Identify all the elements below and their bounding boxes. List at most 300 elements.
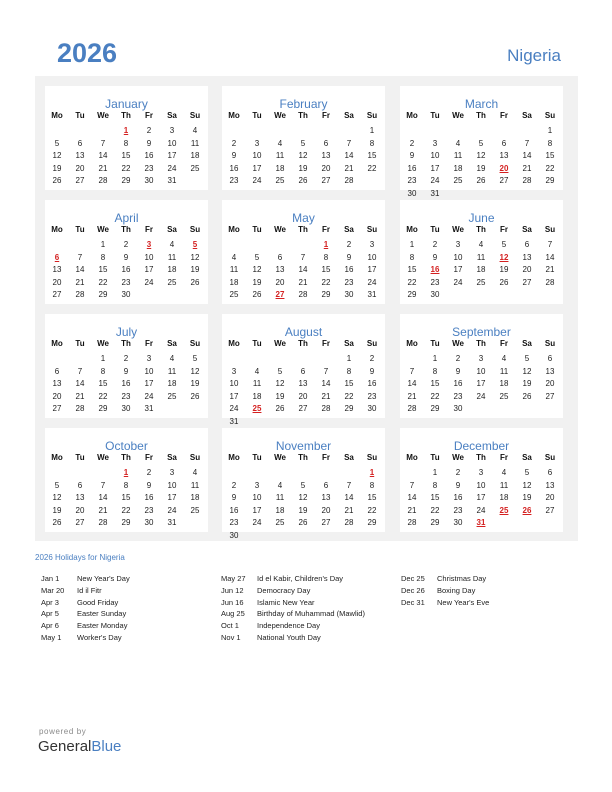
day: 24 (453, 277, 463, 287)
day: 26 (522, 391, 532, 401)
day: 25 (453, 176, 463, 185)
weekday-label: Fr (322, 339, 330, 348)
day: 21 (407, 505, 417, 515)
weekday-label: Su (189, 453, 201, 462)
day: 27 (321, 518, 331, 527)
day: 23 (407, 176, 417, 185)
month-1 (222, 86, 385, 190)
holiday-name: Easter Sunday (77, 609, 127, 619)
month-11 (400, 428, 563, 532)
day: 16 (121, 379, 131, 388)
day: 23 (430, 277, 440, 287)
holiday-day: 1 (123, 468, 129, 477)
day: 25 (499, 391, 509, 401)
day: 30 (453, 404, 463, 413)
day: 8 (100, 252, 106, 262)
weekday-label: Mo (51, 225, 63, 234)
weekday-label: Sa (522, 453, 532, 462)
day: 1 (432, 354, 438, 363)
weekday-label: Mo (228, 111, 240, 120)
day: 3 (254, 138, 260, 148)
weekday-label: Tu (75, 339, 85, 348)
day: 29 (367, 518, 377, 527)
day: 17 (476, 379, 486, 388)
day: 15 (407, 265, 417, 274)
day: 2 (346, 240, 352, 249)
day: 17 (476, 493, 486, 502)
day: 1 (409, 240, 415, 249)
day: 24 (252, 518, 262, 527)
day: 11 (499, 480, 509, 490)
holiday-day: 25 (252, 404, 262, 413)
day: 20 (298, 391, 308, 401)
holiday-date: Nov 1 (221, 632, 241, 642)
day: 26 (190, 277, 200, 287)
day: 6 (501, 138, 507, 148)
weekday-label: Mo (406, 111, 418, 120)
day: 4 (501, 468, 507, 477)
month-0 (45, 86, 208, 190)
day: 27 (499, 176, 509, 185)
weekday-label: Fr (500, 111, 508, 120)
day: 27 (75, 518, 85, 527)
holiday-day: 26 (522, 505, 532, 515)
day: 9 (231, 151, 237, 160)
month-name: March (464, 97, 499, 111)
day: 13 (75, 493, 85, 502)
day: 5 (524, 468, 530, 477)
day: 22 (344, 391, 354, 401)
day: 10 (252, 493, 262, 502)
weekday-label: Su (189, 225, 201, 234)
weekday-label: Mo (51, 453, 63, 462)
weekday-label: Sa (344, 225, 354, 234)
day: 16 (367, 379, 377, 388)
day: 30 (367, 404, 377, 413)
day: 18 (229, 277, 239, 287)
weekday-label: Mo (51, 111, 63, 120)
holiday-date: May 27 (221, 574, 246, 583)
weekday-label: Mo (51, 339, 63, 348)
day: 15 (344, 379, 354, 388)
day: 21 (545, 265, 555, 274)
day: 13 (52, 265, 62, 274)
day: 21 (298, 277, 308, 287)
day: 26 (298, 176, 308, 185)
weekday-label: Tu (430, 111, 440, 120)
month-name: February (279, 97, 328, 111)
day: 24 (167, 505, 177, 515)
day: 24 (144, 391, 154, 401)
day: 28 (407, 404, 417, 413)
day: 4 (277, 480, 283, 490)
weekday-label: Tu (252, 225, 262, 234)
day: 13 (499, 151, 509, 160)
day: 9 (369, 366, 375, 376)
holiday-date: Mar 20 (41, 585, 65, 595)
day: 15 (121, 151, 131, 160)
day: 10 (252, 151, 262, 160)
day: 19 (252, 277, 262, 287)
weekday-label: Mo (406, 453, 418, 462)
weekday-label: Th (476, 339, 486, 348)
weekday-label: Fr (145, 453, 153, 462)
day: 11 (275, 493, 285, 502)
day: 2 (231, 138, 237, 148)
weekday-label: Tu (75, 453, 85, 462)
day: 5 (501, 240, 507, 249)
weekday-label: Tu (430, 339, 440, 348)
day: 12 (52, 493, 62, 502)
day: 6 (524, 240, 530, 249)
day: 20 (522, 265, 532, 274)
day: 9 (123, 252, 129, 262)
day: 24 (367, 277, 377, 287)
day: 1 (369, 126, 375, 135)
weekday-label: Th (298, 111, 308, 120)
day: 10 (367, 252, 377, 262)
day: 17 (167, 493, 177, 502)
day: 15 (367, 493, 377, 502)
day: 23 (121, 277, 131, 287)
day: 10 (430, 151, 440, 160)
holiday-day: 12 (499, 252, 509, 262)
holiday-date: Dec 31 (401, 597, 425, 607)
day: 1 (547, 126, 553, 135)
day: 4 (192, 468, 198, 477)
weekday-label: Sa (167, 111, 177, 120)
day: 13 (321, 151, 331, 160)
day: 2 (146, 468, 152, 477)
day: 1 (100, 354, 106, 363)
day: 10 (144, 366, 154, 376)
day: 4 (455, 138, 461, 148)
day: 28 (344, 518, 354, 527)
weekday-label: Th (476, 111, 486, 120)
day: 13 (545, 366, 555, 376)
holiday-name: Worker's Day (77, 632, 122, 642)
day: 9 (123, 366, 129, 376)
day: 3 (369, 240, 375, 249)
day: 3 (169, 468, 175, 477)
day: 20 (321, 505, 331, 515)
day: 4 (169, 354, 175, 363)
day: 6 (547, 468, 553, 477)
weekday-label: Su (544, 453, 556, 462)
day: 3 (432, 138, 438, 148)
day: 15 (98, 265, 108, 274)
day: 19 (298, 505, 308, 515)
day: 2 (455, 468, 461, 477)
day: 17 (252, 505, 262, 515)
day: 9 (146, 480, 152, 490)
day: 14 (321, 379, 331, 388)
month-8 (400, 314, 563, 418)
day: 19 (522, 379, 532, 388)
weekday-label: Tu (430, 453, 440, 462)
day: 19 (476, 163, 486, 173)
day: 25 (167, 391, 177, 401)
day: 12 (275, 379, 285, 388)
weekday-label: Th (298, 339, 308, 348)
day: 3 (169, 126, 175, 135)
day: 20 (75, 505, 85, 515)
day: 22 (321, 277, 331, 287)
weekday-label: Tu (430, 225, 440, 234)
weekday-label: Su (544, 111, 556, 120)
day: 4 (254, 366, 260, 376)
day: 19 (275, 391, 285, 401)
month-name: September (452, 325, 511, 339)
brand-logo (38, 738, 121, 755)
weekday-label: Tu (75, 111, 85, 120)
holiday-name: Democracy Day (257, 585, 311, 595)
weekday-label: Mo (406, 339, 418, 348)
day: 22 (367, 505, 377, 515)
holiday-date: May 1 (41, 632, 62, 642)
day: 4 (169, 240, 175, 249)
day: 17 (252, 163, 262, 173)
day: 29 (344, 404, 354, 413)
day: 7 (409, 366, 415, 376)
holiday-date: Jun 16 (221, 597, 244, 607)
day: 1 (346, 354, 352, 363)
day: 24 (167, 163, 177, 173)
weekday-label: Sa (167, 225, 177, 234)
day: 22 (367, 163, 377, 173)
day: 23 (229, 518, 239, 527)
day: 8 (346, 366, 352, 376)
day: 13 (545, 480, 555, 490)
holiday-day: 20 (499, 163, 509, 173)
day: 2 (369, 354, 375, 363)
day: 28 (407, 518, 417, 527)
day: 25 (229, 290, 239, 299)
day: 14 (344, 493, 354, 502)
month-3 (45, 200, 208, 304)
weekday-label: Th (121, 339, 131, 348)
holiday-day: 3 (146, 240, 152, 249)
holiday-day: 6 (54, 252, 60, 262)
day: 24 (476, 391, 486, 401)
day: 2 (231, 480, 237, 490)
day: 25 (275, 176, 285, 185)
day: 8 (547, 138, 553, 148)
day: 23 (367, 391, 377, 401)
day: 12 (190, 252, 200, 262)
day: 3 (455, 240, 461, 249)
day: 2 (123, 240, 129, 249)
day: 28 (98, 518, 108, 527)
month-name: October (105, 439, 148, 453)
weekday-label: Sa (344, 453, 354, 462)
weekday-label: Sa (344, 111, 354, 120)
day: 23 (344, 277, 354, 287)
weekday-label: Fr (500, 453, 508, 462)
day: 26 (52, 518, 62, 527)
weekday-label: Fr (500, 339, 508, 348)
brand-general: General (38, 738, 92, 755)
day: 21 (407, 391, 417, 401)
day: 31 (144, 404, 154, 413)
day: 26 (275, 404, 285, 413)
day: 8 (369, 480, 375, 490)
day: 7 (100, 480, 106, 490)
day: 2 (432, 240, 438, 249)
day: 1 (100, 240, 106, 249)
day: 12 (522, 480, 532, 490)
day: 7 (409, 480, 415, 490)
day: 5 (300, 138, 306, 148)
day: 12 (522, 366, 532, 376)
day: 29 (121, 518, 131, 527)
day: 16 (144, 151, 154, 160)
holiday-name: Good Friday (77, 597, 119, 607)
day: 21 (522, 163, 532, 173)
day: 27 (545, 391, 555, 401)
day: 18 (275, 163, 285, 173)
holiday-name: Id el Kabir, Children's Day (257, 574, 344, 583)
weekday-label: Th (476, 225, 486, 234)
day: 9 (432, 252, 438, 262)
day: 19 (499, 265, 509, 274)
day: 16 (344, 265, 354, 274)
day: 14 (407, 379, 417, 388)
weekday-label: We (452, 111, 464, 120)
weekday-label: Su (189, 111, 201, 120)
day: 12 (476, 151, 486, 160)
weekday-label: We (452, 339, 464, 348)
day: 2 (455, 354, 461, 363)
day: 12 (298, 493, 308, 502)
day: 28 (75, 290, 85, 299)
day: 23 (121, 391, 131, 401)
weekday-label: Sa (167, 453, 177, 462)
day: 21 (75, 391, 85, 401)
weekday-label: Su (366, 339, 378, 348)
day: 15 (545, 151, 555, 160)
weekday-label: We (452, 225, 464, 234)
day: 11 (167, 366, 177, 376)
day: 9 (455, 366, 461, 376)
day: 24 (476, 505, 486, 515)
holiday-date: Apr 6 (41, 621, 59, 631)
day: 22 (407, 277, 417, 287)
day: 25 (476, 277, 486, 287)
month-name: August (284, 325, 323, 339)
holiday-name: Independence Day (257, 621, 320, 631)
day: 24 (252, 176, 262, 185)
day: 3 (478, 354, 484, 363)
day: 10 (167, 480, 177, 490)
day: 8 (123, 138, 129, 148)
day: 8 (123, 480, 129, 490)
day: 16 (229, 505, 239, 515)
day: 14 (98, 493, 108, 502)
day: 5 (192, 354, 198, 363)
weekday-label: Tu (75, 225, 85, 234)
day: 17 (167, 151, 177, 160)
holiday-name: New Year's Eve (437, 597, 490, 607)
weekday-label: Th (121, 453, 131, 462)
day: 20 (52, 391, 62, 401)
holiday-day: 5 (192, 240, 198, 249)
day: 10 (229, 379, 239, 388)
day: 24 (229, 404, 239, 413)
day: 5 (478, 138, 484, 148)
day: 6 (547, 354, 553, 363)
weekday-label: Su (189, 339, 201, 348)
day: 22 (430, 391, 440, 401)
day: 25 (167, 277, 177, 287)
day: 26 (476, 176, 486, 185)
day: 16 (229, 163, 239, 173)
holiday-day: 31 (476, 518, 486, 527)
day: 29 (545, 176, 555, 185)
day: 7 (346, 138, 352, 148)
holiday-date: Aug 25 (221, 609, 245, 619)
day: 17 (430, 163, 440, 173)
weekday-label: We (97, 453, 109, 462)
weekday-label: Fr (322, 225, 330, 234)
month-name: June (468, 211, 495, 225)
day: 16 (407, 163, 417, 173)
day: 21 (98, 505, 108, 515)
day: 6 (300, 366, 306, 376)
day: 19 (522, 493, 532, 502)
day: 4 (231, 252, 237, 262)
day: 19 (52, 163, 62, 173)
day: 19 (52, 505, 62, 515)
day: 30 (453, 518, 463, 527)
day: 5 (54, 480, 60, 490)
day: 7 (323, 366, 329, 376)
day: 9 (231, 493, 237, 502)
day: 26 (499, 277, 509, 287)
weekday-label: Fr (500, 225, 508, 234)
day: 13 (522, 252, 532, 262)
day: 10 (167, 138, 177, 148)
day: 27 (52, 290, 62, 299)
day: 30 (430, 290, 440, 299)
day: 15 (430, 379, 440, 388)
day: 13 (75, 151, 85, 160)
day: 1 (432, 468, 438, 477)
day: 14 (75, 379, 85, 388)
day: 21 (321, 391, 331, 401)
holiday-date: Oct 1 (221, 621, 239, 631)
day: 27 (298, 404, 308, 413)
day: 8 (369, 138, 375, 148)
day: 27 (52, 404, 62, 413)
weekday-label: We (97, 111, 109, 120)
day: 17 (144, 379, 154, 388)
weekday-label: We (274, 453, 286, 462)
day: 12 (298, 151, 308, 160)
day: 6 (277, 252, 283, 262)
day: 5 (277, 366, 283, 376)
holiday-date: Jun 12 (221, 585, 244, 595)
holiday-name: Easter Monday (77, 621, 128, 631)
day: 8 (432, 480, 438, 490)
day: 4 (277, 138, 283, 148)
day: 14 (98, 151, 108, 160)
month-9 (45, 428, 208, 532)
day: 30 (344, 290, 354, 299)
day: 27 (75, 176, 85, 185)
holiday-day: 27 (275, 290, 285, 299)
day: 29 (321, 290, 331, 299)
